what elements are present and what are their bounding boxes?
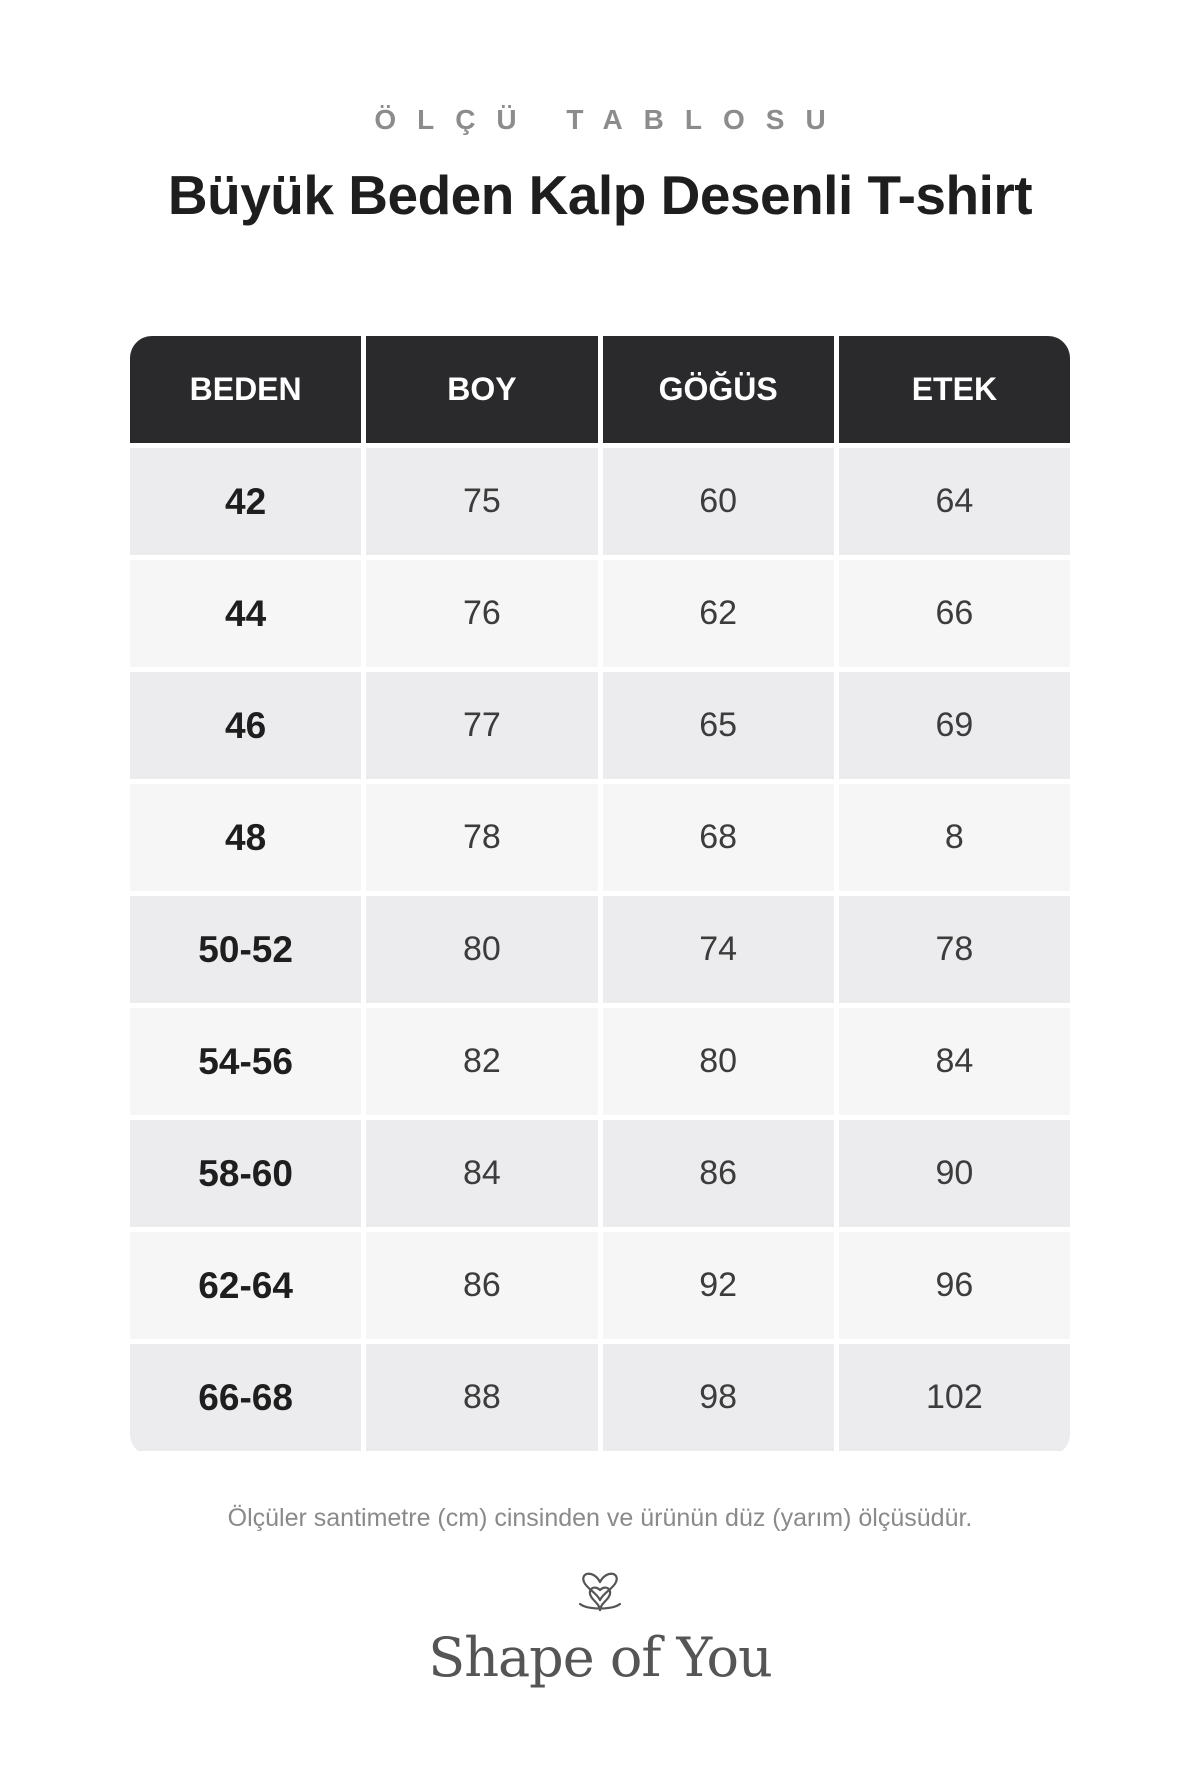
table-row (130, 896, 1070, 1003)
table-row (130, 1120, 1070, 1227)
size-chart-table (130, 336, 1070, 1456)
table-row (130, 448, 1070, 555)
etek-cell: 90 (839, 1120, 1070, 1227)
boy-cell: 84 (366, 1120, 597, 1227)
size-cell: 50-52 (130, 896, 361, 1003)
etek-cell: 66 (839, 560, 1070, 667)
hearts-logo-icon (570, 1560, 630, 1620)
boy-cell: 78 (366, 784, 597, 891)
etek-cell: 64 (839, 448, 1070, 555)
gogus-cell: 74 (603, 896, 834, 1003)
boy-cell: 75 (366, 448, 597, 555)
gogus-cell: 68 (603, 784, 834, 891)
boy-cell: 88 (366, 1344, 597, 1451)
size-cell: 48 (130, 784, 361, 891)
etek-cell: 8 (839, 784, 1070, 891)
boy-cell: 77 (366, 672, 597, 779)
etek-cell: 96 (839, 1232, 1070, 1339)
column-header-beden: BEDEN (130, 336, 361, 443)
gogus-cell: 62 (603, 560, 834, 667)
size-cell: 44 (130, 560, 361, 667)
boy-cell: 86 (366, 1232, 597, 1339)
page-title: Büyük Beden Kalp Desenli T-shirt (167, 164, 1033, 226)
gogus-cell: 60 (603, 448, 834, 555)
boy-cell: 80 (366, 896, 597, 1003)
size-cell: 46 (130, 672, 361, 779)
etek-cell: 69 (839, 672, 1070, 779)
table-row (130, 1344, 1070, 1451)
column-header-etek: ETEK (839, 336, 1070, 443)
size-cell: 42 (130, 448, 361, 555)
page-kicker: ÖLÇÜ TABLOSU (374, 104, 847, 135)
gogus-cell: 65 (603, 672, 834, 779)
etek-cell: 78 (839, 896, 1070, 1003)
etek-cell: 84 (839, 1008, 1070, 1115)
table-row (130, 672, 1070, 779)
table-row (130, 1232, 1070, 1339)
gogus-cell: 80 (603, 1008, 834, 1115)
measurement-note: Ölçüler santimetre (cm) cinsinden ve ürünün düz (yarım) ölçüsüdür. (227, 1504, 973, 1532)
table-row (130, 560, 1070, 667)
gogus-cell: 86 (603, 1120, 834, 1227)
column-header-gogus: GÖĞÜS (603, 336, 834, 443)
size-cell: 66-68 (130, 1344, 361, 1451)
brand-name: Shape of You (428, 1626, 772, 1689)
gogus-cell: 92 (603, 1232, 834, 1339)
column-header-boy: BOY (366, 336, 597, 443)
table-row (130, 1008, 1070, 1115)
size-cell: 54-56 (130, 1008, 361, 1115)
size-cell: 62-64 (130, 1232, 361, 1339)
boy-cell: 82 (366, 1008, 597, 1115)
size-cell: 58-60 (130, 1120, 361, 1227)
table-row (130, 784, 1070, 891)
boy-cell: 76 (366, 560, 597, 667)
etek-cell: 102 (839, 1344, 1070, 1451)
gogus-cell: 98 (603, 1344, 834, 1451)
table-header-row (130, 336, 1070, 443)
